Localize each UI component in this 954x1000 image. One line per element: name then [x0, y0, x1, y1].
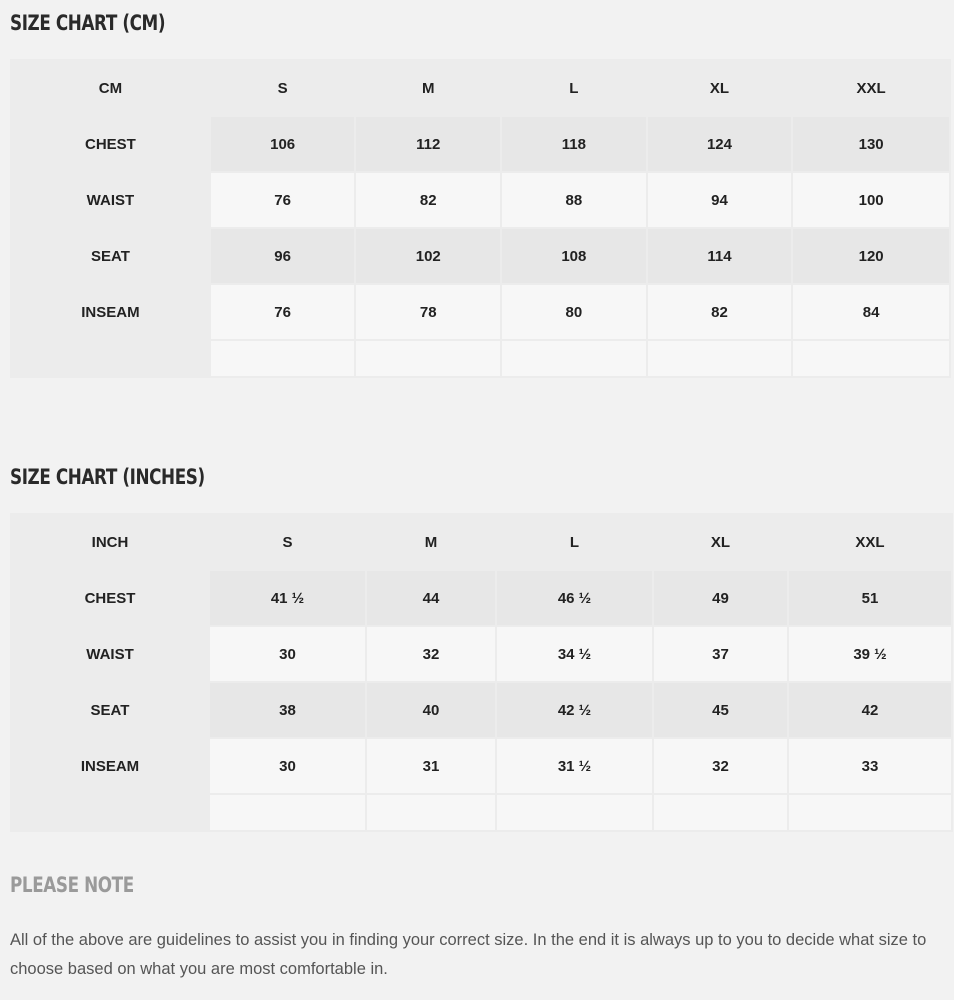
table-cell: [502, 341, 646, 376]
table-row: [12, 173, 949, 227]
row-label: CHEST: [12, 571, 208, 625]
row-label: INSEAM: [12, 739, 208, 793]
table-cell: 114: [648, 229, 792, 283]
table-cell: 106: [211, 117, 355, 171]
please-note-title: PLEASE NOTE: [10, 873, 134, 897]
row-label: WAIST: [12, 173, 209, 227]
table-header-cell: XL: [654, 515, 787, 569]
empty-table-row: [12, 795, 951, 830]
table-header-cell: L: [497, 515, 652, 569]
size-chart-inches-title: SIZE CHART (INCHES): [10, 465, 205, 489]
empty-table-row: [12, 341, 949, 376]
table-cell: [367, 795, 495, 830]
table-cell: [12, 795, 208, 830]
table-cell: 38: [210, 683, 365, 737]
table-cell: 41 ½: [210, 571, 365, 625]
table-cell: 42: [789, 683, 951, 737]
table-cell: 32: [654, 739, 787, 793]
size-chart-inches-table: [10, 513, 953, 832]
table-row: [12, 627, 951, 681]
table-cell: 78: [356, 285, 500, 339]
row-label: SEAT: [12, 229, 209, 283]
table-cell: 88: [502, 173, 646, 227]
table-cell: 82: [356, 173, 500, 227]
table-cell: [356, 341, 500, 376]
table-header-row: [12, 61, 949, 115]
table-cell: [497, 795, 652, 830]
table-cell: 94: [648, 173, 792, 227]
table-cell: 49: [654, 571, 787, 625]
size-chart-cm-title: SIZE CHART (CM): [10, 11, 166, 35]
table-cell: 37: [654, 627, 787, 681]
table-cell: 32: [367, 627, 495, 681]
table-header-cell: XL: [648, 61, 792, 115]
table-cell: 80: [502, 285, 646, 339]
table-header-cell: M: [356, 61, 500, 115]
table-cell: 96: [211, 229, 355, 283]
table-cell: 30: [210, 739, 365, 793]
table-cell: 112: [356, 117, 500, 171]
table-cell: 33: [789, 739, 951, 793]
table-cell: 40: [367, 683, 495, 737]
table-cell: 100: [793, 173, 949, 227]
table-cell: [793, 341, 949, 376]
table-cell: 120: [793, 229, 949, 283]
table-cell: 31: [367, 739, 495, 793]
table-cell: 31 ½: [497, 739, 652, 793]
table-header-cell: INCH: [12, 515, 208, 569]
table-row: [12, 571, 951, 625]
row-label: CHEST: [12, 117, 209, 171]
table-header-cell: M: [367, 515, 495, 569]
table-row: [12, 229, 949, 283]
table-cell: [211, 341, 355, 376]
table-cell: 130: [793, 117, 949, 171]
table-cell: 108: [502, 229, 646, 283]
table-row: [12, 739, 951, 793]
table-header-cell: XXL: [793, 61, 949, 115]
table-cell: 84: [793, 285, 949, 339]
table-cell: 118: [502, 117, 646, 171]
note-paragraph: All of the above are guidelines to assist you in finding your correct size. In the end it is always up to you to decide what size to choose based on what you are most comfortable in.: [10, 931, 927, 978]
table-header-cell: S: [211, 61, 355, 115]
table-cell: [648, 341, 792, 376]
table-header-cell: L: [502, 61, 646, 115]
table-row: [12, 683, 951, 737]
table-cell: [12, 341, 209, 376]
table-cell: 30: [210, 627, 365, 681]
table-header-cell: CM: [12, 61, 209, 115]
table-cell: [789, 795, 951, 830]
table-cell: [654, 795, 787, 830]
table-cell: 82: [648, 285, 792, 339]
table-cell: 76: [211, 173, 355, 227]
row-label: SEAT: [12, 683, 208, 737]
row-label: WAIST: [12, 627, 208, 681]
table-cell: 102: [356, 229, 500, 283]
table-header-cell: S: [210, 515, 365, 569]
size-chart-cm-table: [10, 59, 951, 378]
table-header-cell: XXL: [789, 515, 951, 569]
table-header-row: [12, 515, 951, 569]
table-cell: 42 ½: [497, 683, 652, 737]
table-cell: 44: [367, 571, 495, 625]
table-cell: 76: [211, 285, 355, 339]
table-row: [12, 285, 949, 339]
table-cell: [210, 795, 365, 830]
table-row: [12, 117, 949, 171]
table-cell: 46 ½: [497, 571, 652, 625]
table-cell: 34 ½: [497, 627, 652, 681]
table-cell: 51: [789, 571, 951, 625]
table-cell: 124: [648, 117, 792, 171]
row-label: INSEAM: [12, 285, 209, 339]
table-cell: 39 ½: [789, 627, 951, 681]
table-cell: 45: [654, 683, 787, 737]
